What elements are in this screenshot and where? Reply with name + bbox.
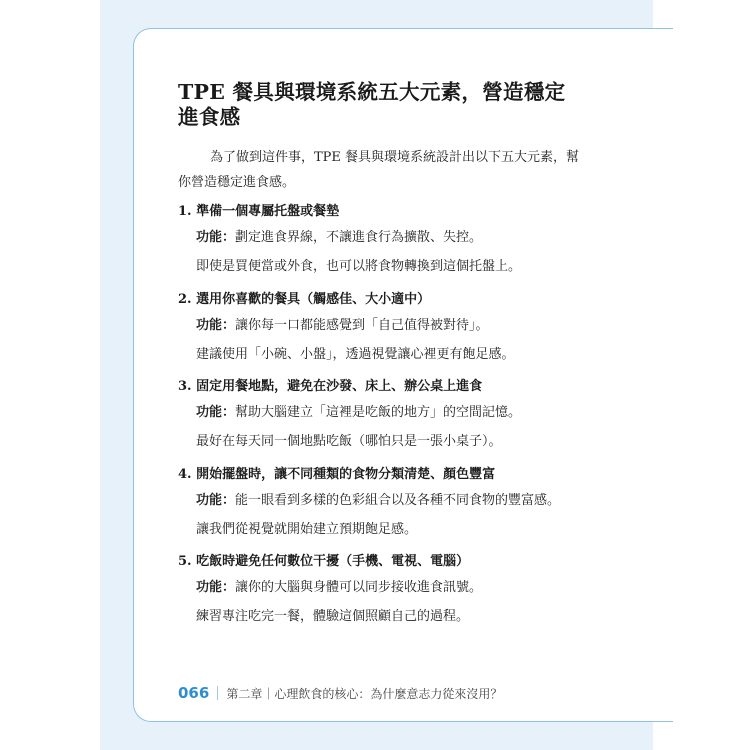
list-item bbox=[178, 291, 598, 375]
item-heading: 5. 吃飯時避免任何數位干擾（手機、電視、電腦） bbox=[178, 554, 470, 569]
item-function bbox=[178, 229, 598, 247]
item-heading: 3. 固定用餐地點，避免在沙發、床上、辦公桌上進食 bbox=[178, 379, 483, 394]
page-footer bbox=[178, 684, 502, 702]
item-note: 讓我們從視覺就開始建立預期飽足感。 bbox=[196, 522, 418, 537]
list-item bbox=[178, 466, 598, 550]
function-text: 幫助大腦建立「這裡是吃飯的地方」的空間記憶。 bbox=[235, 405, 522, 420]
item-function bbox=[178, 492, 598, 510]
item-note: 即使是買便當或外食，也可以將食物轉換到這個托盤上。 bbox=[196, 259, 522, 274]
chapter-title: 第二章｜心理飲食的核心：為什麼意志力從來沒用？ bbox=[226, 686, 503, 701]
function-label: 功能： bbox=[196, 230, 236, 245]
item-function bbox=[178, 579, 598, 597]
intro-paragraph: 為了做到這件事，TPE 餐具與環境系統設計出以下五大元素，幫你營造穩定進食感。 bbox=[178, 150, 580, 190]
list-item bbox=[178, 378, 598, 462]
function-text: 讓你每一口都能感覺到「自己值得被對待」。 bbox=[235, 318, 489, 333]
function-label: 功能： bbox=[196, 318, 236, 333]
item-note: 練習專注吃完一餐，體驗這個照顧自己的過程。 bbox=[196, 609, 470, 624]
item-heading: 4. 開始擺盤時，讓不同種類的食物分類清楚、顏色豐富 bbox=[178, 467, 496, 482]
item-heading: 1. 準備一個專屬托盤或餐墊 bbox=[178, 204, 340, 219]
item-function bbox=[178, 317, 598, 335]
item-heading: 2. 選用你喜歡的餐具（觸感佳、大小適中） bbox=[178, 292, 431, 307]
item-note: 最好在每天同一個地點吃飯（哪怕只是一張小桌子）。 bbox=[196, 434, 502, 449]
function-label: 功能： bbox=[196, 493, 236, 508]
function-text: 劃定進食界線，不讓進食行為擴散、失控。 bbox=[235, 230, 483, 245]
list-item bbox=[178, 203, 598, 287]
page-number: 066 bbox=[178, 684, 210, 702]
function-text: 能一眼看到多樣的色彩組合以及各種不同食物的豐富感。 bbox=[235, 493, 561, 508]
item-function bbox=[178, 404, 598, 422]
function-label: 功能： bbox=[196, 405, 236, 420]
function-text: 讓你的大腦與身體可以同步接收進食訊號。 bbox=[235, 580, 483, 595]
item-note: 建議使用「小碗、小盤」，透過視覺讓心裡更有飽足感。 bbox=[196, 347, 515, 362]
footer-divider bbox=[217, 686, 218, 700]
function-label: 功能： bbox=[196, 580, 236, 595]
list-item bbox=[178, 553, 598, 637]
page-title: TPE 餐具與環境系統五大元素，營造穩定進食感 bbox=[178, 80, 566, 129]
